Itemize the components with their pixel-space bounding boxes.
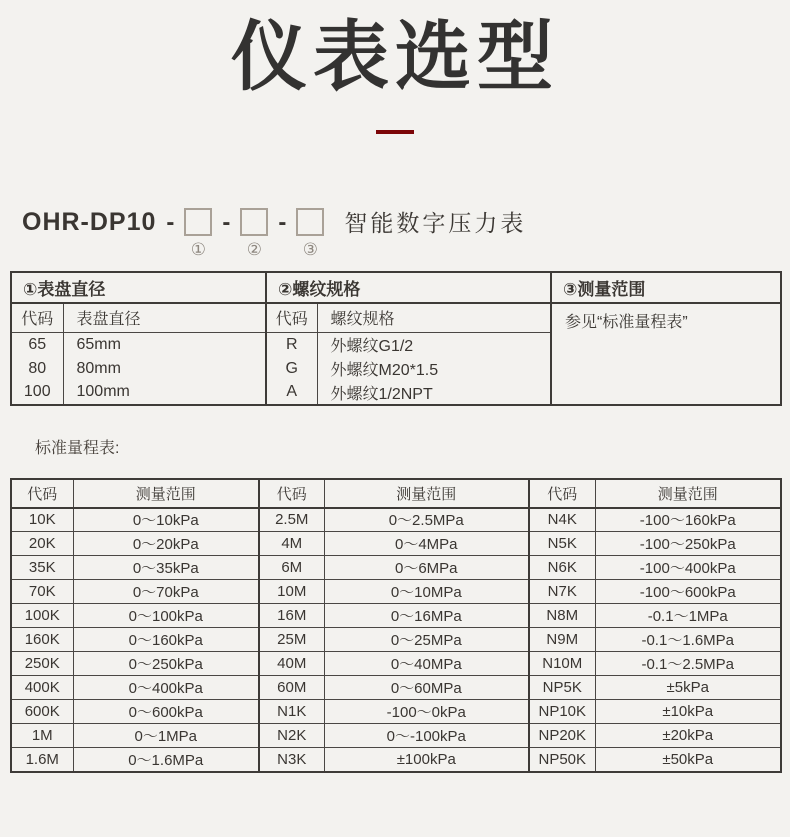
table-cell: 1M	[11, 724, 73, 748]
table-cell: 0～10MPa	[324, 580, 529, 604]
model-dash: -	[166, 208, 175, 236]
table-cell: 0～25MPa	[324, 628, 529, 652]
model-name-label: 智能数字压力表	[344, 209, 527, 236]
table-cell: 40M	[259, 652, 324, 676]
table-row	[11, 508, 781, 532]
table-cell: 0～35kPa	[73, 556, 259, 580]
table-cell: 0～4MPa	[324, 532, 529, 556]
table-cell: -0.1～1.6MPa	[595, 628, 781, 652]
measure-range-note: 参见“标准量程表”	[565, 313, 688, 331]
table-cell: 160K	[11, 628, 73, 652]
table-cell: -100～400kPa	[595, 556, 781, 580]
model-slot-1	[184, 208, 212, 258]
table-cell: 4M	[259, 532, 324, 556]
table-cell: 400K	[11, 676, 73, 700]
table-cell: -100～600kPa	[595, 580, 781, 604]
table-cell: 25M	[259, 628, 324, 652]
table-cell: 20K	[11, 532, 73, 556]
accent-divider	[376, 130, 414, 134]
table-cell: 0～160kPa	[73, 628, 259, 652]
table-cell: 10M	[259, 580, 324, 604]
table-cell: 2.5M	[259, 508, 324, 532]
table-row	[11, 748, 781, 772]
table-cell: N7K	[529, 580, 595, 604]
model-slot-2	[240, 208, 268, 258]
model-slot-number-3: ③	[302, 239, 319, 259]
range-table-caption: 标准量程表:	[35, 439, 120, 457]
standard-range-table	[10, 478, 782, 773]
table-cell: 70K	[11, 580, 73, 604]
model-slot-number-2: ②	[246, 239, 263, 259]
model-slot-box-3	[296, 208, 324, 236]
table-cell: N5K	[529, 532, 595, 556]
column-header-measure-range: 测量范围	[324, 479, 529, 508]
table-cell: 0～250kPa	[73, 652, 259, 676]
table-cell: 1.6M	[11, 748, 73, 772]
table-cell: A	[266, 381, 317, 405]
table-cell: 250K	[11, 652, 73, 676]
table-cell: 80	[11, 357, 63, 381]
section-header-dial-diameter: ①表盘直径	[11, 272, 266, 303]
page-title: 仪表选型	[231, 15, 559, 100]
table-cell: NP20K	[529, 724, 595, 748]
table-cell: 100	[11, 381, 63, 405]
table-cell: 0～600kPa	[73, 700, 259, 724]
table-cell: 外螺纹G1/2	[317, 333, 551, 357]
table-cell: 35K	[11, 556, 73, 580]
table-cell: 100mm	[63, 381, 266, 405]
table-cell: 80mm	[63, 357, 266, 381]
table-cell: -100～250kPa	[595, 532, 781, 556]
model-dash: -	[222, 208, 231, 236]
table-cell: 0～2.5MPa	[324, 508, 529, 532]
section-header-thread-spec: ②螺纹规格	[266, 272, 551, 303]
table-row	[11, 700, 781, 724]
table-cell: 0～20kPa	[73, 532, 259, 556]
column-header-dial-diameter: 表盘直径	[63, 303, 266, 333]
table-cell: 16M	[259, 604, 324, 628]
table-header-row	[11, 479, 781, 508]
table-cell: 60M	[259, 676, 324, 700]
table-cell: 0～-100kPa	[324, 724, 529, 748]
table-row	[11, 580, 781, 604]
table-cell: 0～400kPa	[73, 676, 259, 700]
table-cell: N6K	[529, 556, 595, 580]
model-dash: -	[278, 208, 287, 236]
table-row	[11, 628, 781, 652]
column-header-code: 代码	[266, 303, 317, 333]
table-cell: N4K	[529, 508, 595, 532]
table-cell: 0～60MPa	[324, 676, 529, 700]
table-row	[11, 676, 781, 700]
table-cell: N10M	[529, 652, 595, 676]
table-cell: 600K	[11, 700, 73, 724]
table-cell: 0～6MPa	[324, 556, 529, 580]
model-code-diagram	[22, 208, 790, 264]
table-cell: 0～10kPa	[73, 508, 259, 532]
table-cell: N8M	[529, 604, 595, 628]
column-header-measure-range: 测量范围	[73, 479, 259, 508]
table-cell: 0～40MPa	[324, 652, 529, 676]
selection-table	[10, 271, 782, 406]
table-cell: 65mm	[63, 333, 266, 357]
table-cell: 65	[11, 333, 63, 357]
table-cell: -100～0kPa	[324, 700, 529, 724]
table-cell: 0～1MPa	[73, 724, 259, 748]
table-cell: N9M	[529, 628, 595, 652]
table-cell: ±20kPa	[595, 724, 781, 748]
section-header-measure-range: ③测量范围	[551, 272, 781, 303]
table-cell: 10K	[11, 508, 73, 532]
column-header-measure-range: 测量范围	[595, 479, 781, 508]
table-cell: 0～16MPa	[324, 604, 529, 628]
table-cell: ±50kPa	[595, 748, 781, 772]
column-header-code: 代码	[11, 303, 63, 333]
model-slot-box-1	[184, 208, 212, 236]
table-cell: R	[266, 333, 317, 357]
table-row	[11, 652, 781, 676]
table-cell: N2K	[259, 724, 324, 748]
table-row	[11, 556, 781, 580]
model-slot-3	[296, 208, 324, 258]
table-cell: NP5K	[529, 676, 595, 700]
table-row	[11, 604, 781, 628]
table-cell: ±5kPa	[595, 676, 781, 700]
column-header-code: 代码	[259, 479, 324, 508]
table-cell: -0.1～1MPa	[595, 604, 781, 628]
table-cell: N1K	[259, 700, 324, 724]
table-cell: NP10K	[529, 700, 595, 724]
column-header-code: 代码	[11, 479, 73, 508]
table-cell: ±10kPa	[595, 700, 781, 724]
table-row	[11, 532, 781, 556]
table-cell: ±100kPa	[324, 748, 529, 772]
table-cell: G	[266, 357, 317, 381]
table-cell: 外螺纹1/2NPT	[317, 381, 551, 405]
table-cell: 0～70kPa	[73, 580, 259, 604]
column-header-thread-spec: 螺纹规格	[317, 303, 551, 333]
table-cell: 外螺纹M20*1.5	[317, 357, 551, 381]
table-cell: 100K	[11, 604, 73, 628]
model-slot-box-2	[240, 208, 268, 236]
table-cell: -0.1～2.5MPa	[595, 652, 781, 676]
table-cell: -100～160kPa	[595, 508, 781, 532]
table-cell: NP50K	[529, 748, 595, 772]
model-code-prefix: OHR-DP10	[22, 207, 157, 236]
table-cell: N3K	[259, 748, 324, 772]
table-row	[11, 724, 781, 748]
table-cell: 0～1.6MPa	[73, 748, 259, 772]
table-cell: 0～100kPa	[73, 604, 259, 628]
table-cell: 6M	[259, 556, 324, 580]
column-header-code: 代码	[529, 479, 595, 508]
model-slot-number-1: ①	[190, 239, 207, 259]
